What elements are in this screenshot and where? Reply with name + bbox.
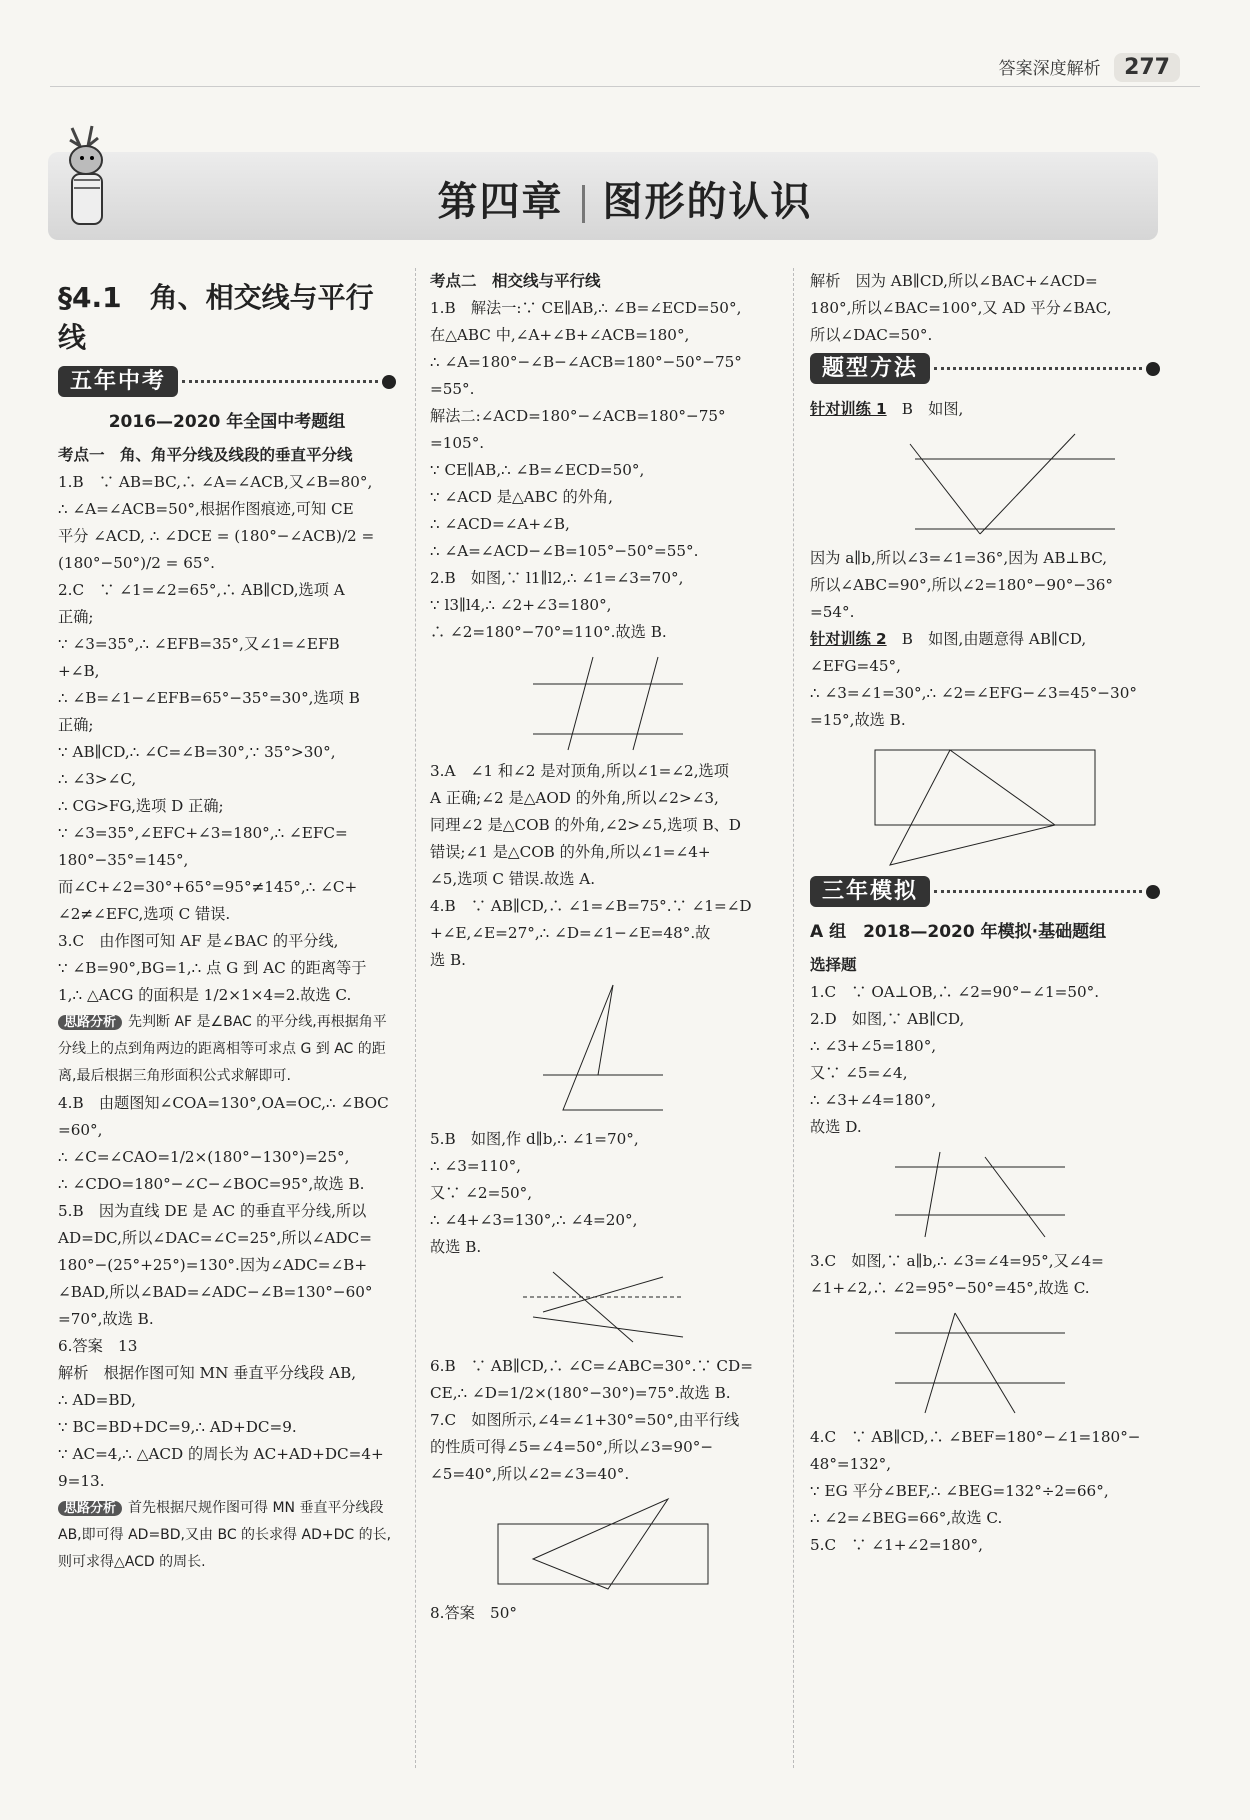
answer-line: ∴ ∠A=180°−∠B−∠ACB=180°−50°−75° [430, 353, 742, 371]
answer-line: 5.B 因为直线 DE 是 AC 的垂直平分线,所以 [58, 1202, 367, 1220]
training-2 [810, 626, 1160, 653]
answer-line: 6.答案 13 [58, 1337, 138, 1355]
answer-line: 1,∴ △ACG 的面积是 1/2×1×4=2.故选 C. [58, 986, 352, 1004]
answer-line: ∴ ∠4+∠3=130°,∴ ∠4=20°, [430, 1211, 638, 1229]
answer-line: 选 B. [430, 951, 467, 969]
answer-block [810, 268, 1160, 349]
answer-line: ∵ ∠3=35°,∴ ∠EFB=35°,又∠1=∠EFB [58, 635, 340, 653]
figure-right-angle [855, 429, 1115, 539]
group-title: 2016—2020 年全国中考题组 [108, 412, 346, 432]
answer-line: ∵ ∠B=90°,BG=1,∴ 点 G 到 AC 的距离等于 [58, 959, 367, 977]
answer-line: 平分 ∠ACD, ∴ ∠DCE = (180°−∠ACB)/2 = [58, 527, 375, 545]
answer-line: ∴ ∠A=∠ACD−∠B=105°−50°=55°. [430, 542, 699, 560]
answer-line: +∠B, [58, 662, 100, 680]
page-header [999, 54, 1180, 80]
answer-line: 4.B ∵ AB∥CD,∴ ∠1=∠B=75°.∵ ∠1=∠D [430, 897, 752, 915]
answer-line: ∴ ∠CDO=180°−∠C−∠BOC=95°,故选 B. [58, 1175, 365, 1193]
answer-line: 180°−(25°+25°)=130°.因为∠ADC=∠B+ [58, 1256, 368, 1274]
answer-block [430, 295, 775, 646]
answer-line: 1.C ∵ OA⊥OB,∴ ∠2=90°−∠1=50°. [810, 983, 1100, 1001]
answer-line: AD=DC,所以∠DAC=∠C=25°,所以∠ADC= [58, 1229, 372, 1247]
answer-block [58, 469, 396, 1009]
section-tag [810, 876, 1160, 907]
answer-line: 解析 根据作图可知 MN 垂直平分线段 AB, [58, 1364, 357, 1382]
answer-line: CE,∴ ∠D=1/2×(180°−30°)=75°.故选 B. [430, 1384, 731, 1402]
figure-four-angles [885, 1147, 1085, 1242]
kp-title: 考点二 相交线与平行线 [430, 272, 601, 290]
tag-label: 五年中考 [58, 366, 178, 397]
answer-line: 在△ABC 中,∠A+∠B+∠ACB=180°, [430, 326, 690, 344]
figure-crossing-lines [513, 1267, 693, 1347]
answer-line: 8.答案 50° [430, 1604, 517, 1622]
think-label: 思路分析 [58, 1015, 122, 1030]
answer-line: ∴ CG>FG,选项 D 正确; [58, 797, 224, 815]
answer-line: ∵ EG 平分∠BEF,∴ ∠BEG=132°÷2=66°, [810, 1482, 1109, 1500]
training-label: 针对训练 2 [810, 630, 887, 648]
answer-block [810, 1424, 1160, 1559]
answer-line: 6.B ∵ AB∥CD,∴ ∠C=∠ABC=30°.∵ CD= [430, 1357, 753, 1375]
think-box [58, 1495, 396, 1576]
answer-line: ∵ ∠ACD 是△ABC 的外角, [430, 488, 613, 506]
answer-line: 所以∠ABC=90°,所以∠2=180°−90°−36° [810, 576, 1113, 594]
answer-line: ∴ ∠3+∠5=180°, [810, 1037, 937, 1055]
answer-line: 9=13. [58, 1472, 105, 1490]
answer-line: 180°−35°=145°, [58, 851, 189, 869]
answer-line: 又∵ ∠2=50°, [430, 1184, 533, 1202]
tag-dots [934, 890, 1142, 893]
training-1 [810, 396, 1160, 423]
answer-block [430, 1126, 775, 1261]
column-divider [793, 268, 794, 1768]
answer-line: =15°,故选 B. [810, 711, 906, 729]
think-box [58, 1009, 396, 1090]
answer-line: 4.B 由题图知∠COA=130°,OA=OC,∴ ∠BOC [58, 1094, 389, 1112]
header-section: 答案深度解析 [998, 59, 1101, 79]
answer-line: 因为 a∥b,所以∠3=∠1=36°,因为 AB⊥BC, [810, 549, 1108, 567]
tag-label: 题型方法 [810, 353, 930, 384]
answer-line: =70°,故选 B. [58, 1310, 154, 1328]
answer-line: 所以∠DAC=50°. [810, 326, 933, 344]
figure-rectangle-triangle [865, 740, 1105, 870]
answer-line: ∠5=40°,所以∠2=∠3=40°. [430, 1465, 630, 1483]
page-number: 277 [1114, 53, 1180, 82]
chapter-title [0, 170, 1250, 227]
answer-line: ∴ ∠3+∠4=180°, [810, 1091, 937, 1109]
answer-line: ∴ ∠B=∠1−∠EFB=65°−35°=30°,选项 B [58, 689, 360, 707]
answer-line: ∵ BC=BD+DC=9,∴ AD+DC=9. [58, 1418, 297, 1436]
answer-line: 的性质可得∠5=∠4=50°,所以∠3=90°− [430, 1438, 714, 1456]
answer-line: 2.D 如图,∵ AB∥CD, [810, 1010, 965, 1028]
answer-line: 5.C ∵ ∠1+∠2=180°, [810, 1536, 983, 1554]
answer-line: ∠BAD,所以∠BAD=∠ADC−∠B=130°−60° [58, 1283, 373, 1301]
answer-block [58, 1090, 396, 1495]
answer-line: 而∠C+∠2=30°+65°=95°≠145°,∴ ∠C+ [58, 878, 358, 896]
answer-line: ∠5,选项 C 错误.故选 A. [430, 870, 596, 888]
section-title: §4.1 角、相交线与平行线 [58, 281, 374, 354]
answer-line: 7.C 如图所示,∠4=∠1+30°=50°,由平行线 [430, 1411, 740, 1429]
answer-line: ∵ l3∥l4,∴ ∠2+∠3=180°, [430, 596, 612, 614]
answer-line: ∴ ∠C=∠CAO=1/2×(180°−130°)=25°, [58, 1148, 350, 1166]
column-2 [430, 268, 775, 1627]
answer-line: 正确; [58, 716, 94, 734]
answer-line: ∵ AB∥CD,∴ ∠C=∠B=30°,∵ 35°>30°, [58, 743, 336, 761]
answer-line: 3.A ∠1 和∠2 是对顶角,所以∠1=∠2,选项 [430, 762, 729, 780]
section-tag [810, 353, 1160, 384]
answer-block [810, 653, 1160, 734]
answer-line: 1.B 解法一:∵ CE∥AB,∴ ∠B=∠ECD=50°, [430, 299, 742, 317]
tag-dot [1146, 885, 1160, 899]
answer-line: =60°, [58, 1121, 103, 1139]
answer-block [430, 758, 775, 974]
figure-triangle-lines [885, 1308, 1085, 1418]
answer-line: ∴ ∠ACD=∠A+∠B, [430, 515, 570, 533]
answer-line: 3.C 由作图可知 AF 是∠BAC 的平分线, [58, 932, 339, 950]
answer-block [810, 545, 1160, 626]
answer-line: 解法二:∠ACD=180°−∠ACB=180°−75° [430, 407, 726, 425]
answer-line: ∴ ∠3>∠C, [58, 770, 137, 788]
answer-line: 2.C ∵ ∠1=∠2=65°,∴ AB∥CD,选项 A [58, 581, 345, 599]
answer-line: 错误;∠1 是△COB 的外角,所以∠1=∠4+ [430, 843, 711, 861]
answer-line: ∴ ∠2=180°−70°=110°.故选 B. [430, 623, 667, 641]
column-divider [415, 268, 416, 1768]
figure-triangle [523, 980, 683, 1120]
answer-line: =105°. [430, 434, 485, 452]
answer-block [810, 1248, 1160, 1302]
answer-line: ∴ ∠3=110°, [430, 1157, 522, 1175]
training-text: B 如图,由题意得 AB∥CD, [886, 630, 1087, 648]
answer-line: ∠EFG=45°, [810, 657, 901, 675]
answer-line: 又∵ ∠5=∠4, [810, 1064, 908, 1082]
title-separator [582, 185, 585, 223]
think-label: 思路分析 [58, 1501, 122, 1516]
answer-line: ∵ ∠3=35°,∠EFC+∠3=180°,∴ ∠EFC= [58, 824, 348, 842]
tag-label: 三年模拟 [810, 876, 930, 907]
think-text: 先判断 AF 是∠BAC 的平分线,再根据角平分线上的点到角两边的距离相等可求点 G 到 AC 的距离,最后根据三角形面积公式求解即可. [58, 1014, 387, 1084]
think-text: 首先根据尺规作图可得 MN 垂直平分线段 AB,即可得 AD=BD,又由 BC 的长求得 AD+DC 的长,则可求得△ACD 的周长. [58, 1500, 392, 1570]
choose-label: 选择题 [810, 956, 857, 974]
answer-line: 48°=132°, [810, 1455, 892, 1473]
training-label: 针对训练 1 [810, 400, 887, 418]
answer-line: ∠2≠∠EFC,选项 C 错误. [58, 905, 231, 923]
section-tag [58, 366, 396, 397]
column-1 [58, 268, 396, 1576]
figure-parallel-lines [513, 652, 693, 752]
answer-line: ∴ AD=BD, [58, 1391, 136, 1409]
answer-line: ∠1+∠2,∴ ∠2=95°−50°=45°,故选 C. [810, 1279, 1090, 1297]
answer-line: 故选 D. [810, 1118, 862, 1136]
header-divider [50, 86, 1200, 87]
answer-line: 4.C ∵ AB∥CD,∴ ∠BEF=180°−∠1=180°− [810, 1428, 1141, 1446]
answer-line: 2.B 如图,∵ l1∥l2,∴ ∠1=∠3=70°, [430, 569, 684, 587]
answer-line: ∴ ∠2=∠BEG=66°,故选 C. [810, 1509, 1003, 1527]
answer-block [430, 1353, 775, 1488]
column-3 [810, 268, 1160, 1559]
answer-line: =54°. [810, 603, 855, 621]
answer-line: 同理∠2 是△COB 的外角,∠2>∠5,选项 B、D [430, 816, 741, 834]
answer-block [810, 979, 1160, 1141]
figure-ruler-triangle [493, 1494, 713, 1594]
tag-dots [182, 380, 378, 383]
tag-dots [934, 367, 1142, 370]
chapter-name: 图形的认识 [602, 179, 813, 225]
answer-line: =55°. [430, 380, 475, 398]
answer-line: 1.B ∵ AB=BC,∴ ∠A=∠ACB,又∠B=80°, [58, 473, 373, 491]
answer-line: 解析 因为 AB∥CD,所以∠BAC+∠ACD= [810, 272, 1098, 290]
answer-line: ∵ AC=4,∴ △ACD 的周长为 AC+AD+DC=4+ [58, 1445, 384, 1463]
training-text: B 如图, [886, 400, 964, 418]
tag-dot [382, 375, 396, 389]
answer-line: +∠E,∠E=27°,∴ ∠D=∠1−∠E=48°.故 [430, 924, 711, 942]
kp-title: 考点一 角、角平分线及线段的垂直平分线 [58, 446, 353, 464]
chapter-number: 第四章 [437, 179, 564, 225]
answer-line: ∵ CE∥AB,∴ ∠B=∠ECD=50°, [430, 461, 645, 479]
answer-line: 5.B 如图,作 d∥b,∴ ∠1=70°, [430, 1130, 639, 1148]
answer-line: 正确; [58, 608, 94, 626]
answer-line: 故选 B. [430, 1238, 482, 1256]
answer-line: ∴ ∠3=∠1=30°,∴ ∠2=∠EFG−∠3=45°−30° [810, 684, 1137, 702]
tag-dot [1146, 362, 1160, 376]
answer-line: 3.C 如图,∵ a∥b,∴ ∠3=∠4=95°,又∠4= [810, 1252, 1104, 1270]
answer-line: (180°−50°)/2 = 65°. [58, 554, 215, 572]
answer-line: 180°,所以∠BAC=100°,又 AD 平分∠BAC, [810, 299, 1112, 317]
answer-line: A 正确;∠2 是△AOD 的外角,所以∠2>∠3, [430, 789, 719, 807]
group-title: A 组 2018—2020 年模拟·基础题组 [810, 922, 1107, 942]
answer-line: ∴ ∠A=∠ACB=50°,根据作图痕迹,可知 CE [58, 500, 354, 518]
